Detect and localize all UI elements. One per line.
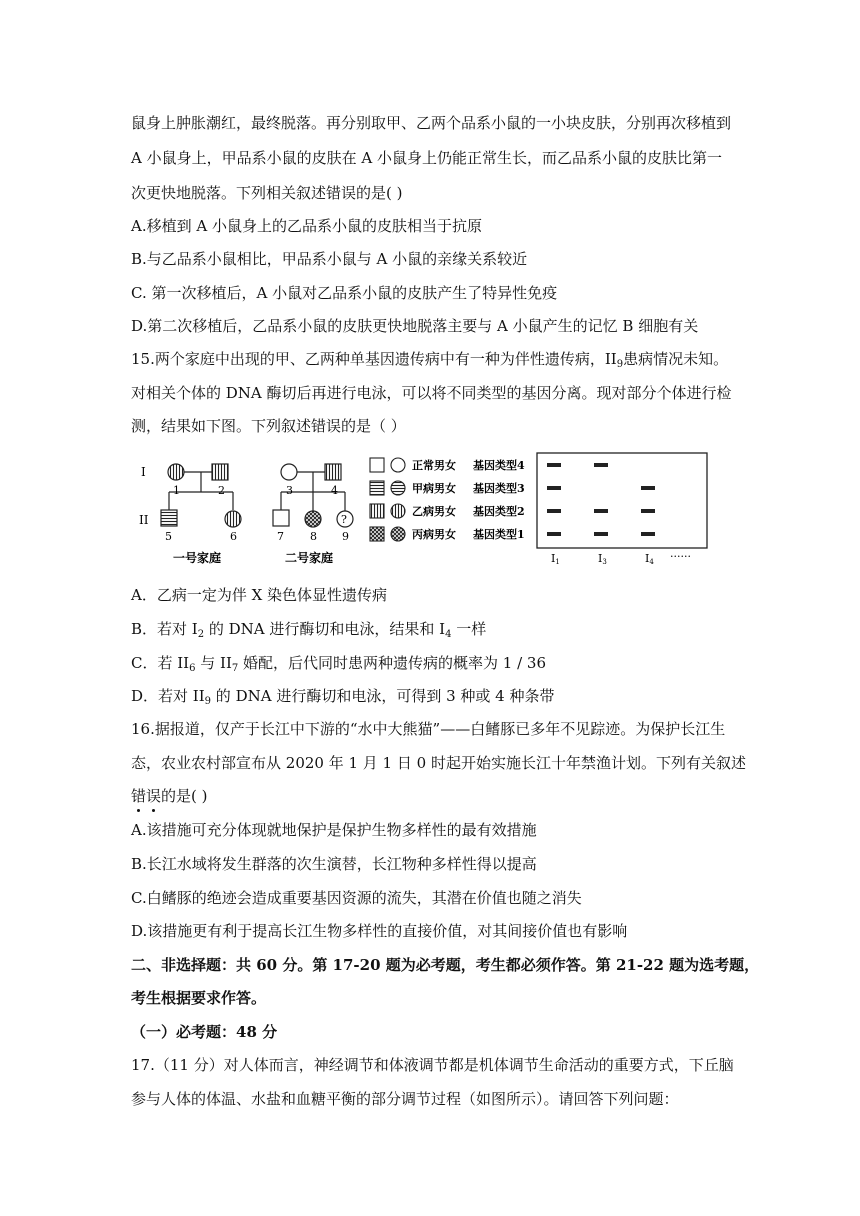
gel-row-type2: 基因类型2 [473, 505, 525, 518]
q15-option-d: D．若对 $II_9$ 的 DNA 进行酶切和电泳，可得到 3 种或 4 种条带 [131, 687, 555, 707]
band-I1-type4 [547, 463, 561, 467]
individual-II5 [161, 510, 177, 526]
lane-label-more: ······ [670, 550, 691, 563]
q16-stem-line-2: 态，农业农村部宣布从 2020 年 1 月 1 日 0 时起开始实施长江十年禁渔计划。下列有关叙述 [131, 754, 746, 772]
band-I1-type1 [547, 532, 561, 536]
individual-II7 [273, 510, 289, 526]
q15-stem-line-3: 测，结果如下图。下列叙述错误的是（ ） [131, 417, 406, 435]
q16-stem-line-1: 16.据报道，仅产于长江中下游的“水中大熊猫”——白鳍豚已多年不见踪迹。为保护长江生 [131, 720, 726, 738]
num-5: 5 [165, 530, 172, 543]
q14-stem-line-3: 次更快地脱落。下列相关叙述错误的是( ) [131, 184, 403, 202]
individual-II6 [225, 511, 241, 527]
legend-normal: 正常男女 [412, 459, 456, 472]
q14-option-b: B.与乙品系小鼠相比，甲品系小鼠与 A 小鼠的亲缘关系较近 [131, 250, 528, 268]
q15-stem-text-b: 患病情况未知。 [623, 350, 729, 368]
individual-I1 [168, 464, 184, 480]
section-2-title-line-2: 考生根据要求作答。 [131, 989, 267, 1007]
num-3: 3 [286, 484, 293, 497]
num-4: 4 [331, 484, 338, 497]
legend-disease-jia: 甲病男女 [412, 482, 456, 495]
q17-stem-line-1: 17.（11 分）对人体而言，神经调节和体液调节都是机体调节生命活动的重要方式，下丘脑 [131, 1056, 734, 1074]
section-2-subtitle: （一）必考题：48 分 [131, 1023, 278, 1041]
gel-row-type4: 基因类型4 [473, 459, 525, 472]
q15-stem-line-2: 对相关个体的 DNA 酶切后再进行电泳，可以将不同类型的基因分离。现对部分个体进行检 [131, 384, 732, 402]
q16-option-b: B.长江水域将发生群落的次生演替，长江物种多样性得以提高 [131, 855, 537, 873]
section-2-title-line-1: 二、非选择题：共 60 分。第 17-20 题为必考题，考生都必须作答。第 21-22 题为选考题， [131, 956, 760, 974]
figure-svg [133, 448, 711, 570]
individual-II8 [305, 511, 321, 527]
pedigree-gel-figure [133, 448, 711, 570]
q16-option-a: A.该措施可充分体现就地保护是保护生物多样性的最有效措施 [131, 821, 537, 839]
band-I1-type2 [547, 509, 561, 513]
family-2-label: 二号家庭 [285, 551, 334, 565]
individual-I4 [325, 464, 341, 480]
num-7: 7 [277, 530, 284, 543]
band-I4-type3 [641, 486, 655, 490]
q15-option-b: B．若对 $I_2$ 的 DNA 进行酶切和电泳，结果和 $I_4$ 一样 [131, 620, 487, 640]
gel-row-type3: 基因类型3 [473, 482, 525, 495]
num-9: 9 [342, 530, 349, 543]
band-I1-type3 [547, 486, 561, 490]
gel-row-type1: 基因类型1 [473, 528, 525, 541]
q16-option-d: D.该措施更有利于提高长江生物多样性的直接价值，对其间接价值也有影响 [131, 922, 628, 940]
family-1-label: 一号家庭 [173, 551, 222, 565]
q16-option-c: C.白鳍豚的绝迹会造成重要基因资源的流失，其潜在价值也随之消失 [131, 889, 582, 907]
electrophoresis-gel [473, 453, 707, 566]
q15-option-a: A．乙病一定为伴 X 染色体显性遗传病 [131, 586, 388, 604]
family-2-pedigree [273, 464, 353, 565]
q14-option-c: C. 第一次移植后，A 小鼠对乙品系小鼠的皮肤产生了特异性免疫 [131, 284, 558, 302]
family-1-pedigree [161, 464, 241, 565]
q17-stem-line-2: 参与人体的体温、水盐和血糖平衡的部分调节过程（如图所示）。请回答下列问题： [131, 1090, 679, 1108]
q15-option-c: C．若 $II_6$ 与 $II_7$ 婚配，后代同时患两种遗传病的概率为 1 / 36 [131, 654, 547, 674]
pedigree-legend [370, 458, 456, 541]
q15-stem-text-a: 15.两个家庭中出现的甲、乙两种单基因遗传病中有一种为伴性遗传病，II [131, 350, 617, 368]
band-I3-type4 [594, 463, 608, 467]
num-6: 6 [230, 530, 237, 543]
q14-option-d: D.第二次移植后，乙品系小鼠的皮肤更快地脱落主要与 A 小鼠产生的记忆 B 细胞有关 [131, 317, 699, 335]
num-8: 8 [310, 530, 317, 543]
band-I4-type1 [641, 532, 655, 536]
num-2: 2 [218, 484, 225, 497]
unknown-mark: ? [341, 513, 347, 526]
num-1: 1 [173, 484, 180, 497]
individual-I2 [212, 464, 228, 480]
q16-stem-line-3: 错误的是( ) [131, 787, 208, 805]
q15-stem-sub: 9 [616, 359, 624, 370]
band-I4-type2 [641, 509, 655, 513]
gel-frame [537, 453, 707, 548]
q14-stem-line-2: A 小鼠身上，甲品系小鼠的皮肤在 A 小鼠身上仍能正常生长，而乙品系小鼠的皮肤比第一 [131, 149, 722, 167]
lane-label-I4: I4 [645, 552, 654, 566]
individual-I3 [281, 464, 297, 480]
legend-disease-yi: 乙病男女 [412, 505, 456, 518]
q15-stem-line-1 [131, 349, 728, 369]
gen-label-I: I [141, 465, 146, 479]
q14-stem-line-1: 鼠身上肿胀潮红，最终脱落。再分别取甲、乙两个品系小鼠的一小块皮肤，分别再次移植到 [131, 114, 732, 132]
gen-label-II: II [139, 513, 149, 527]
q14-option-a: A.移植到 A 小鼠身上的乙品系小鼠的皮肤相当于抗原 [131, 217, 482, 235]
legend-disease-bing: 丙病男女 [412, 528, 456, 541]
band-I3-type1 [594, 532, 608, 536]
band-I3-type2 [594, 509, 608, 513]
lane-label-I3: I3 [598, 552, 607, 566]
lane-label-I1: I1 [551, 552, 560, 566]
